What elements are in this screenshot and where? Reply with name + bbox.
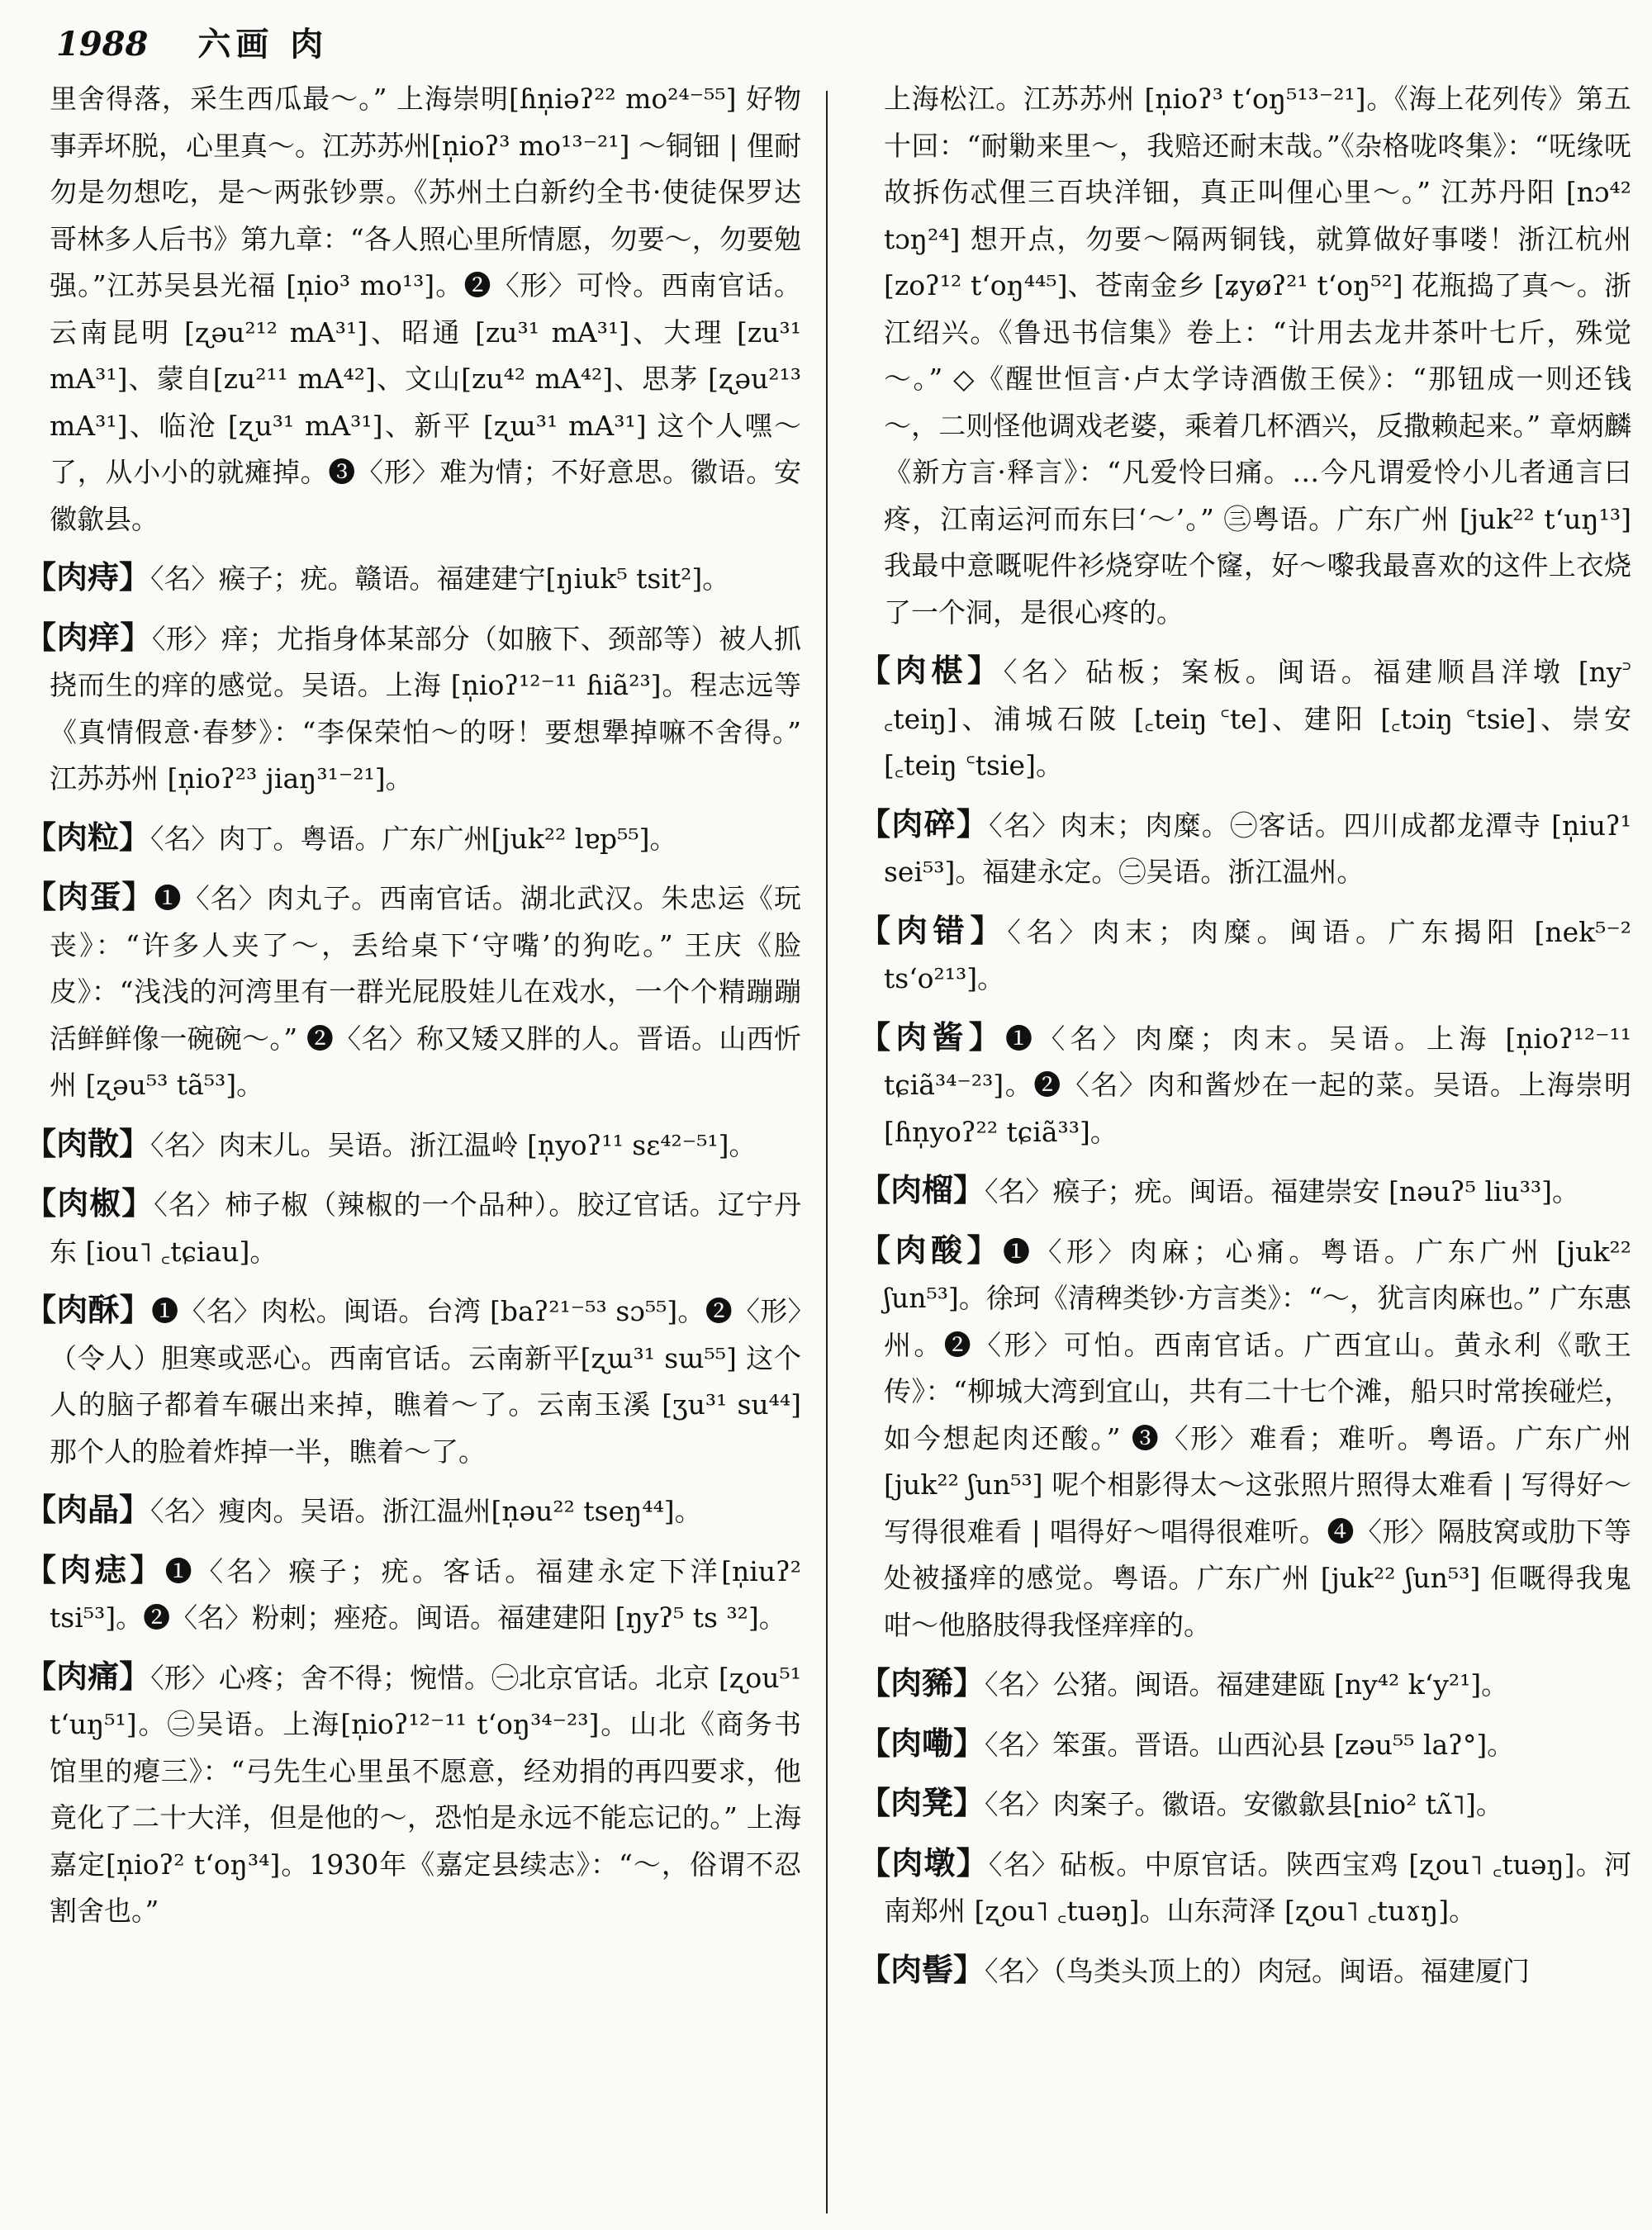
entry-text: 〈名〉肉末；肉糜。闽语。广东揭阳 [nek⁵⁻² ts‘o²¹³]。 [884, 915, 1631, 994]
entry-text: 〈名〉肉丁。粤语。广东广州[juk²² lɐp⁵⁵]。 [150, 822, 677, 855]
dictionary-entry [25, 1547, 801, 1642]
entry-headword: 【肉痛】 [25, 1657, 151, 1695]
entry-headword: 【肉椹】 [859, 652, 1004, 689]
entry-text: ❶〈名〉肉松。闽语。台湾 [baʔ²¹⁻⁵³ sɔ⁵⁵]。❷〈形〉（令人）胆寒或恶心。西南官话。云南新平[ʐɯ³¹ sɯ⁵⁵] 这个人的脑子都着车碾出来掉，瞧着～了。云南玉溪 [ʒu³¹ su⁴⁴] 那个人的脸着炸掉一半，瞧着～了。 [50, 1295, 801, 1468]
dictionary-entry [859, 1167, 1631, 1216]
entry-text: 〈名〉瘊子；疣。赣语。福建建宁[ŋiuk⁵ tsit²]。 [150, 562, 730, 595]
entry-text: 〈形〉心疼；舍不得；惋惜。㊀北京官话。北京 [ʐou⁵¹ t‘uŋ⁵¹]。㊁吴语。上海[n̩ioʔ¹²⁻¹¹ t‘oŋ³⁴⁻²³]。山北《商务书馆里的瘪三》：“弓先生心里虽不愿意，经劝捐的再四要求，他竟化了二十大洋，但是他的～，恐怕是永远不能忘记的。” 上海嘉定[n̩ioʔ² t‘oŋ³⁴]。1930年《嘉定县续志》：“～，俗谓不忍割舍也。” [50, 1661, 801, 1927]
entry-headword: 【肉榴】 [859, 1171, 985, 1208]
entry-text: 〈名〉肉末儿。吴语。浙江温岭 [n̩yoʔ¹¹ sɛ⁴²⁻⁵¹]。 [150, 1128, 757, 1161]
entry-headword: 【肉椒】 [25, 1184, 154, 1222]
entry-text: 〈名〉笨蛋。晋语。山西沁县 [zəu⁵⁵ laʔ°]。 [985, 1728, 1515, 1761]
dictionary-entry [25, 614, 801, 803]
dictionary-entry [25, 1180, 801, 1275]
dictionary-entry [859, 1780, 1631, 1829]
entry-continuation [859, 76, 1631, 636]
dictionary-entry [859, 908, 1631, 1003]
dictionary-entry [25, 1287, 801, 1475]
dictionary-entry [25, 1487, 801, 1535]
entry-text: 〈名〉砧板；案板。闽语。福建顺昌洋墩 [ny꜄ ꜀teiŋ]、浦城石陂 [꜀teiŋ ꜂te]、建阳 [꜀tɔiŋ ꜂tsie]、崇安 [꜀teiŋ ꜂tsie]。 [884, 656, 1631, 781]
entry-headword: 【肉晶】 [25, 1491, 151, 1528]
entry-text: 〈形〉痒；尤指身体某部分（如腋下、颈部等）被人抓挠而生的痒的感觉。吴语。上海 [n̩ioʔ¹²⁻¹¹ ɦiã²³]。程志远等《真情假意·春梦》：“李保荣怕～的呀！要想犟掉嘛不舍得。” 江苏苏州 [n̩ioʔ²³ jiaŋ³¹⁻²¹]。 [50, 622, 801, 795]
entry-headword: 【肉酥】 [25, 1291, 152, 1328]
entry-text: ❶〈形〉肉麻；心痛。粤语。广东广州 [juk²² ʃun⁵³]。徐珂《清稗类钞·方言类》：“～，犹言肉麻也。” 广东惠州。❷〈形〉可怕。西南官话。广西宜山。黄永利《歌王传》：“柳城大湾到宜山，共有二十七个滩，船只时常挨碰烂，如今想起肉还酸。” ❸〈形〉难看；难听。粤语。广东广州 [juk²² ʃun⁵³] 呢个相影得太～这张照片照得太难看 | 写得好～写得很难看 | 唱得好～唱得很难听。❹〈形〉隔肢窝或肋下等处被搔痒的感觉。粤语。广东广州 [juk²² ʃun⁵³] 佢嘅得我鬼咁～他胳肢得我怪痒痒的。 [884, 1235, 1631, 1641]
left-column [25, 76, 801, 1947]
column-divider [826, 91, 828, 2213]
entry-headword: 【肉痔】 [25, 558, 151, 595]
dictionary-entry [859, 1840, 1631, 1935]
entry-text: 〈名〉公猪。闽语。福建建瓯 [ny⁴² k‘y²¹]。 [985, 1668, 1509, 1701]
dictionary-entry [25, 554, 801, 603]
entry-text: 〈名〉肉案子。徽语。安徽歙县[nio² tʌ̃˥]。 [985, 1788, 1503, 1820]
entry-headword: 【肉错】 [859, 911, 1008, 949]
entry-continuation [25, 76, 801, 543]
entry-text: ❶〈名〉瘊子；疣。客话。福建永定下洋[n̩iuʔ² tsi⁵³]。❷〈名〉粉刺；痤疮。闽语。福建建阳 [ŋyʔ⁵ ts ³²]。 [50, 1554, 801, 1634]
entry-headword: 【肉蛋】 [25, 878, 154, 915]
page-header [56, 18, 1602, 84]
dictionary-entry [859, 1947, 1631, 1995]
entry-headword: 【肉碎】 [859, 804, 990, 842]
entry-text: 〈名〉砧板。中原官话。陕西宝鸡 [ʐou˥ ꜀tuəŋ]。河南郑州 [ʐou˥ ꜀tuəŋ]。山东菏泽 [ʐou˥ ꜀tuɤŋ]。 [884, 1848, 1631, 1927]
entry-text: 〈名〉（鸟类头顶上的）肉冠。闽语。福建厦门 [985, 1954, 1531, 1987]
entry-text: ❶〈名〉肉丸子。西南官话。湖北武汉。朱忠运《玩丧》：“许多人夹了～，丢给桌下‘守嘴’的狗吃。” 王庆《脸皮》：“浅浅的河湾里有一群光屁股娃儿在戏水，一个个精蹦蹦活鲜鲜像一碗碗～。” ❷〈名〉称又矮又胖的人。晋语。山西忻州 [ʐəu⁵³ tã⁵³]。 [50, 882, 801, 1101]
entry-headword: 【肉髻】 [859, 1950, 985, 1988]
dictionary-entry [859, 801, 1631, 896]
entry-headword: 【肉酱】 [859, 1018, 1005, 1056]
entry-text: 上海松江。江苏苏州 [n̩ioʔ³ t‘oŋ⁵¹³⁻²¹]。《海上花列传》第五十回：“耐勦来里～，我赔还耐末哉。”《杂格咙咚集》：“呒缘呒故拆伤忒俚三百块洋钿，真正叫俚心里～。” 江苏丹阳 [nɔ⁴² tɔŋ²⁴] 想开点，勿要～隔两铜钱，就算做好事喽！浙江杭州[zoʔ¹² t‘oŋ⁴⁴⁵]、苍南金乡 [ʑyøʔ²¹ t‘oŋ⁵²] 花瓶捣了真～。浙江绍兴。《鲁迅书信集》卷上：“计用去龙井茶叶七斤，殊觉～。” ◇《醒世恒言·卢太学诗酒傲王侯》：“那钮成一则还钱～，二则怪他调戏老婆，乘着几杯酒兴，反撒赖起来。” 章炳麟《新方言·释言》：“凡爱怜曰痛。…今凡谓爱怜小儿者通言曰疼，江南运河而东曰‘～’。” ㊂粤语。广东广州 [juk²² t‘uŋ¹³] 我最中意嘅呢件衫烧穿咗个窿，好～嚟我最喜欢的这件上衣烧了一个洞，是很心疼的。 [884, 83, 1631, 629]
entry-headword: 【肉痒】 [25, 618, 152, 656]
section-title: 六画 肉 [197, 25, 329, 64]
entry-text: 〈名〉柿子椒（辣椒的一个品种）。胶辽官话。辽宁丹东 [iou˥ ꜀tɕiau]。 [50, 1189, 801, 1268]
entry-headword: 【肉粒】 [25, 818, 151, 856]
entry-text: 〈名〉瘊子；疣。闽语。福建崇安 [nəuʔ⁵ liu³³]。 [985, 1175, 1580, 1208]
page-number: 1988 [56, 25, 149, 64]
entry-headword: 【肉凳】 [859, 1784, 985, 1821]
right-column [859, 76, 1631, 2006]
entry-headword: 【肉散】 [25, 1124, 151, 1162]
entry-headword: 【肉豨】 [859, 1664, 985, 1701]
dictionary-entry [859, 648, 1631, 790]
dictionary-entry [859, 1720, 1631, 1769]
entry-text: 〈名〉肉末；肉糜。㊀客话。四川成都龙潭寺 [n̩iuʔ¹ sei⁵³]。福建永定。㊁吴语。浙江温州。 [884, 809, 1631, 888]
entry-headword: 【肉酸】 [859, 1231, 1003, 1269]
dictionary-entry [25, 1654, 801, 1935]
dictionary-entry [25, 1121, 801, 1170]
entry-text: 〈名〉瘦肉。吴语。浙江温州[n̩əu²² tseŋ⁴⁴]。 [150, 1495, 702, 1527]
dictionary-entry [859, 1660, 1631, 1709]
dictionary-entry [25, 874, 801, 1109]
dictionary-entry [859, 1014, 1631, 1156]
entry-headword: 【肉嘞】 [859, 1724, 985, 1762]
dictionary-entry [859, 1227, 1631, 1649]
dictionary-entry [25, 814, 801, 863]
entry-text: ❶〈名〉肉糜；肉末。吴语。上海 [n̩ioʔ¹²⁻¹¹ tɕiã³⁴⁻²³]。❷〈名〉肉和酱炒在一起的菜。吴语。上海崇明[ɦn̩yoʔ²² tɕiã³³]。 [884, 1022, 1631, 1148]
entry-headword: 【肉墩】 [859, 1843, 989, 1881]
entry-headword: 【肉痣】 [25, 1550, 165, 1588]
entry-text: 里舍得落，采生西瓜最～。” 上海崇明[ɦn̩iəʔ²² mo²⁴⁻⁵⁵] 好物事弄坏脱，心里真～。江苏苏州[n̩ioʔ³ mo¹³⁻²¹] ～铜钿 | 俚耐勿是勿想吃，是～两张钞票。《苏州土白新约全书·使徒保罗达哥林多人后书》第九章：“各人照心里所情愿，勿要～，勿要勉强。”江苏吴县光福 [n̩io³ mo¹³]。❷〈形〉可怜。西南官话。云南昆明 [ʐəu²¹² mA³¹]、昭通 [zu³¹ mA³¹]、大理 [zu³¹ mA³¹]、蒙自[zu²¹¹ mA⁴²]、文山[zu⁴² mA⁴²]、思茅 [ʐəu²¹³ mA³¹]、临沧 [ʐu³¹ mA³¹]、新平 [ʐɯ³¹ mA³¹] 这个人嘿～了，从小小的就瘫掉。❸〈形〉难为情；不好意思。徽语。安徽歙县。 [50, 83, 801, 535]
